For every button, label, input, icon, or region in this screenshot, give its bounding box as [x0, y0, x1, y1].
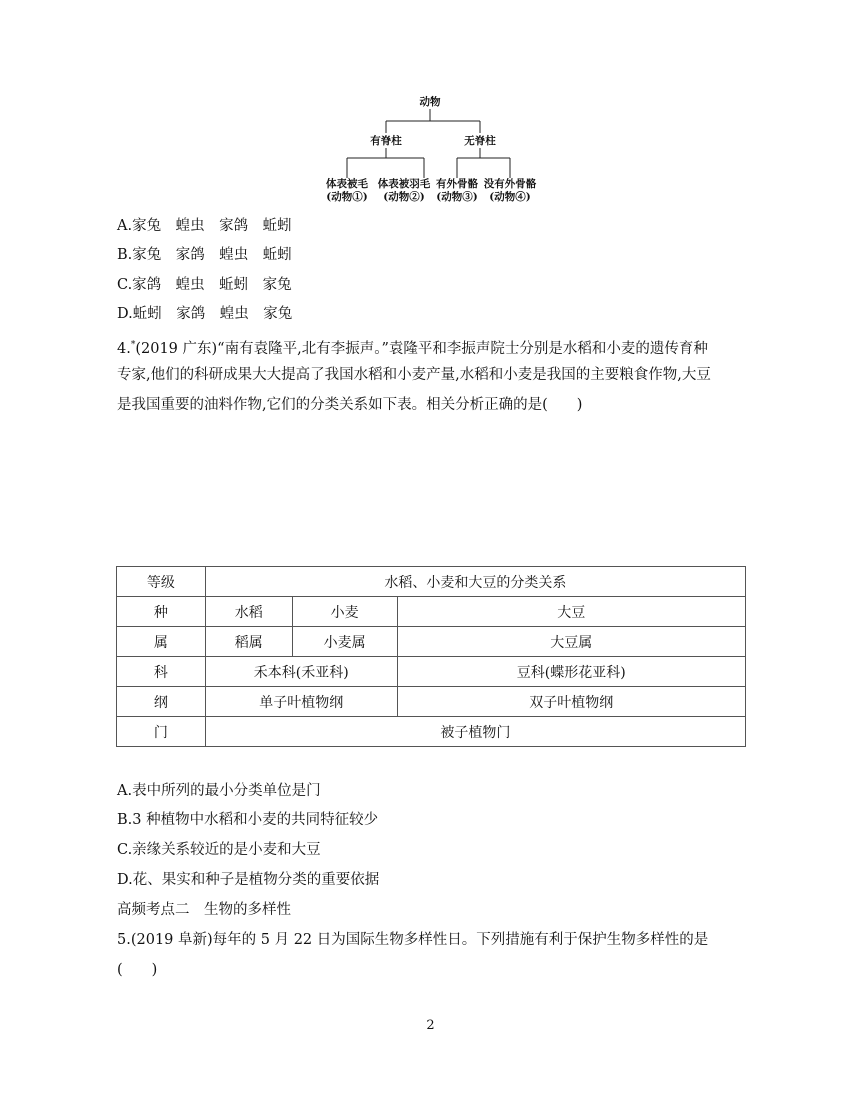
- q4-text-1: (2019 广东)“南有袁隆平,北有李振声。”袁隆平和李振声院士分别是水稻和小麦的遗传育种: [135, 340, 708, 357]
- table-row-genus: [117, 627, 746, 657]
- table-cell: 大豆: [397, 597, 745, 627]
- table-cell: 禾本科(禾亚科): [205, 657, 397, 687]
- q4-stem-line3: 是我国重要的油料作物,它们的分类关系如下表。相关分析正确的是( ): [117, 397, 583, 413]
- q4-number: 4.: [117, 340, 131, 357]
- table-row-class: [117, 687, 746, 717]
- q5-stem-line2: ( ): [117, 962, 158, 978]
- table-header-level: 等级: [117, 567, 206, 597]
- table-row-phylum: [117, 717, 746, 747]
- q3-option-a: A.家兔 蝗虫 家鸽 蚯蚓: [117, 218, 292, 234]
- tree-leaf-3-desc: 有外骨骼: [436, 178, 478, 190]
- q4-stem-line1: [117, 335, 708, 359]
- tree-leaf-1: [322, 178, 372, 204]
- table-row-header: [117, 567, 746, 597]
- q3-option-c: C.家鸽 蝗虫 蚯蚓 家兔: [117, 277, 292, 293]
- tree-leaf-1-desc: 体表被毛: [326, 178, 368, 190]
- q5-stem-line1: 5.(2019 阜新)每年的 5 月 22 日为国际生物多样性日。下列措施有利于保护生物多样性的是: [117, 932, 709, 948]
- tree-leaf-2-id: (动物②): [383, 191, 425, 203]
- q4-option-d: D.花、果实和种子是植物分类的重要依据: [117, 872, 380, 888]
- table-cell-level: 种: [117, 597, 206, 627]
- q4-option-c: C.亲缘关系较近的是小麦和大豆: [117, 842, 321, 858]
- q4-stem-line2: 专家,他们的科研成果大大提高了我国水稻和小麦产量,水稻和小麦是我国的主要粮食作物,大豆: [117, 367, 711, 383]
- tree-root: 动物: [419, 96, 441, 108]
- q3-option-d: D.蚯蚓 家鸽 蝗虫 家兔: [117, 306, 293, 322]
- tree-leaf-3-id: (动物③): [436, 191, 478, 203]
- q4-star: *: [130, 340, 136, 350]
- tree-leaf-3: [432, 178, 482, 204]
- tree-leaf-4-desc: 没有外骨骼: [483, 178, 537, 190]
- tree-leaf-4: [480, 178, 540, 204]
- tree-branch-invertebrate: 无脊柱: [464, 135, 496, 147]
- table-cell: 豆科(蝶形花亚科): [397, 657, 745, 687]
- tree-leaf-2-desc: 体表被羽毛: [377, 178, 431, 190]
- table-header-title: 水稻、小麦和大豆的分类关系: [205, 567, 745, 597]
- tree-leaf-2: [374, 178, 434, 204]
- classification-table: [116, 566, 746, 747]
- table-row-family: [117, 657, 746, 687]
- table-cell: 大豆属: [397, 627, 745, 657]
- tree-leaf-1-id: (动物①): [326, 191, 368, 203]
- table-cell: 小麦: [292, 597, 397, 627]
- table-cell-level: 属: [117, 627, 206, 657]
- table-cell: 水稻: [205, 597, 292, 627]
- q3-option-b: B.家兔 家鸽 蝗虫 蚯蚓: [117, 247, 292, 263]
- table-cell-level: 门: [117, 717, 206, 747]
- tree-leaf-4-id: (动物④): [489, 191, 531, 203]
- q4-option-b: B.3 种植物中水稻和小麦的共同特征较少: [117, 812, 379, 828]
- table-cell-level: 科: [117, 657, 206, 687]
- table-cell: 被子植物门: [205, 717, 745, 747]
- table-cell: 小麦属: [292, 627, 397, 657]
- table-cell: 稻属: [205, 627, 292, 657]
- page-number: 2: [426, 1018, 435, 1033]
- table-cell-level: 纲: [117, 687, 206, 717]
- q4-option-a: A.表中所列的最小分类单位是门: [117, 783, 321, 799]
- table-cell: 双子叶植物纲: [397, 687, 745, 717]
- table-row-species: [117, 597, 746, 627]
- section-title: 高频考点二 生物的多样性: [117, 902, 291, 918]
- table-cell: 单子叶植物纲: [205, 687, 397, 717]
- tree-branch-vertebrate: 有脊柱: [370, 135, 402, 147]
